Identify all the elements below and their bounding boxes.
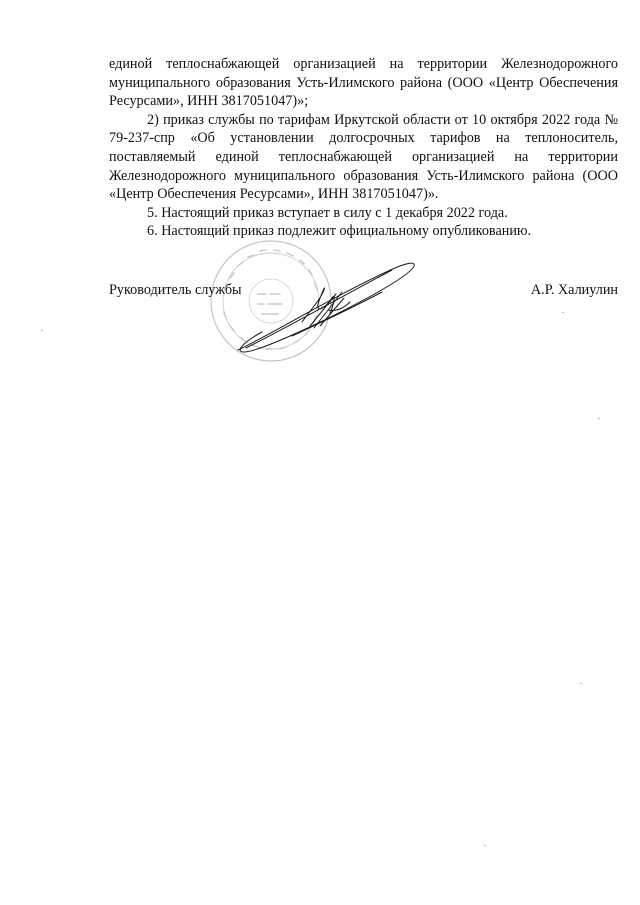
scan-speck <box>41 330 43 331</box>
scan-speck <box>562 312 564 313</box>
scan-speck <box>580 683 582 684</box>
scan-speck <box>598 418 600 419</box>
document-body <box>109 55 618 241</box>
paragraph-continuation: единой теплоснабжающей организацией на территории Железнодорожного муниципального образования Усть-Илимского района (ООО «Центр Обеспечения Ресурсами», ИНН 3817051047)»; <box>109 56 618 110</box>
signer-name: А.Р. Халиулин <box>530 282 618 298</box>
paragraph-item-2: 2) приказ службы по тарифам Иркутской области от 10 октября 2022 года № 79-237-спр «Об установлении долгосрочных тарифов на теплоноситель, поставляемый единой теплоснабжающей организацией на территории Железнодорожного муниципального образования Усть-Илимского района (ООО «Центр Обеспечения Ресурсами», ИНН 3817051047)». <box>109 111 618 203</box>
handwritten-signature <box>232 252 418 362</box>
paragraph-item-6: 6. Настоящий приказ подлежит официальному опубликованию. <box>147 223 532 240</box>
signer-role: Руководитель службы <box>109 282 242 298</box>
paragraph-item-5: 5. Настоящий приказ вступает в силу с 1 декабря 2022 года. <box>147 204 508 221</box>
scan-speck <box>484 845 486 846</box>
